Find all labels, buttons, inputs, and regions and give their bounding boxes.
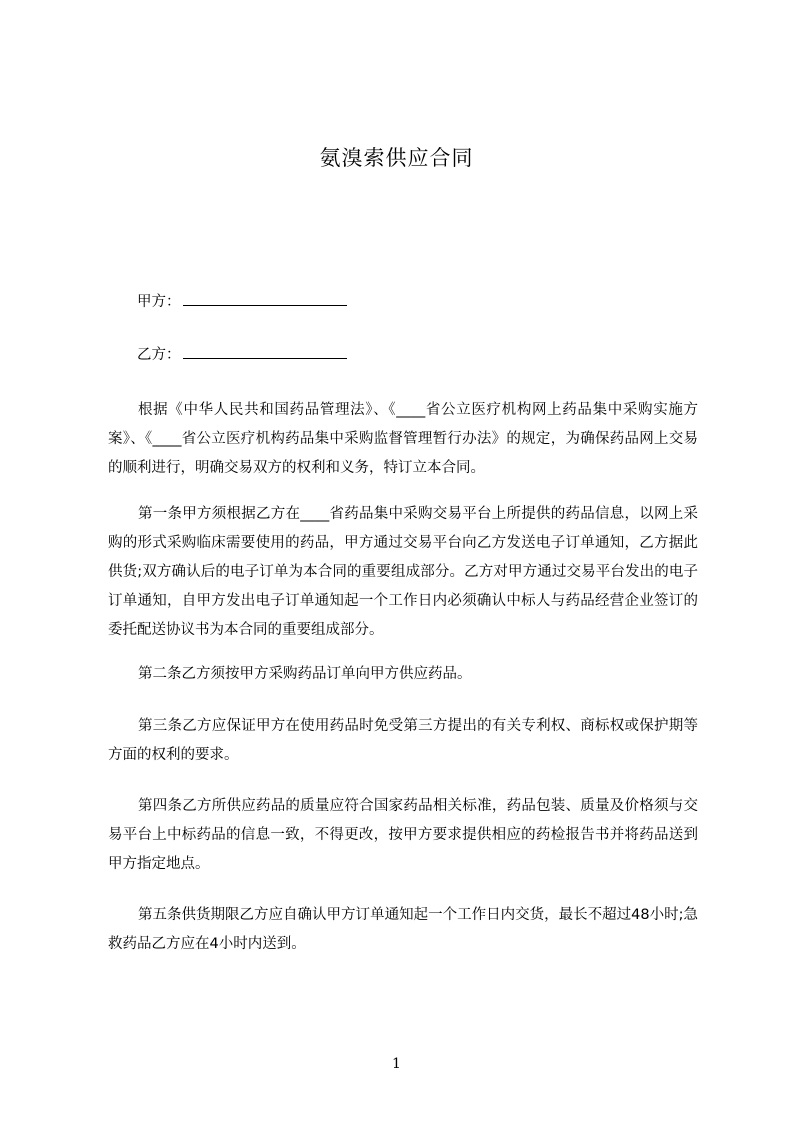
paragraph-article-3: 第三条乙方应保证甲方在使用药品时免受第三方提出的有关专利权、商标权或保护期等方面的权利的要求。 (108, 718, 698, 763)
page-number: 1 (392, 1056, 401, 1072)
paragraph-article-5: 第五条供货期限乙方应自确认甲方订单通知起一个工作日内交货，最长不超过48小时;急救药品乙方应在4小时内送到。 (108, 907, 698, 952)
paragraph-article-4: 第四条乙方所供应药品的质量应符合国家药品相关标准，药品包装、质量及价格须与交易平台上中标药品的信息一致，不得更改，按甲方要求提供相应的药检报告书并将药品送到甲方指定地点。 (108, 798, 698, 872)
party-b-line (137, 344, 347, 365)
party-b-label: 乙方： (137, 347, 181, 363)
party-b-blank (183, 344, 347, 359)
party-a-line (137, 291, 347, 312)
party-a-blank (183, 291, 347, 306)
party-a-label: 甲方： (137, 294, 181, 310)
paragraph-article-2: 第二条乙方须按甲方采购药品订单向甲方供应药品。 (138, 666, 472, 682)
paragraph-article-1: 第一条甲方须根据乙方在____省药品集中采购交易平台上所提供的药品信息，以网上采购的形式采购临床需要使用的药品，甲方通过交易平台向乙方发送电子订单通知，乙方据此供货;双方确认后的电子订单为本合同的重要组成部分。乙方对甲方通过交易平台发出的电子订单通知，自甲方发出电子订单通知起一个工作日内必须确认中标人与药品经营企业签订的委托配送协议书为本合同的重要组成部分。 (108, 506, 698, 638)
page-title: 氨溴索供应合同 (319, 146, 474, 170)
paragraph-preamble: 根据《中华人民共和国药品管理法》、《____省公立医疗机构网上药品集中采购实施方案》、《____省公立医疗机构药品集中采购监督管理暂行办法》的规定，为确保药品网上交易的顺利进行，明确交易双方的权利和义务，特订立本合同。 (108, 402, 698, 476)
